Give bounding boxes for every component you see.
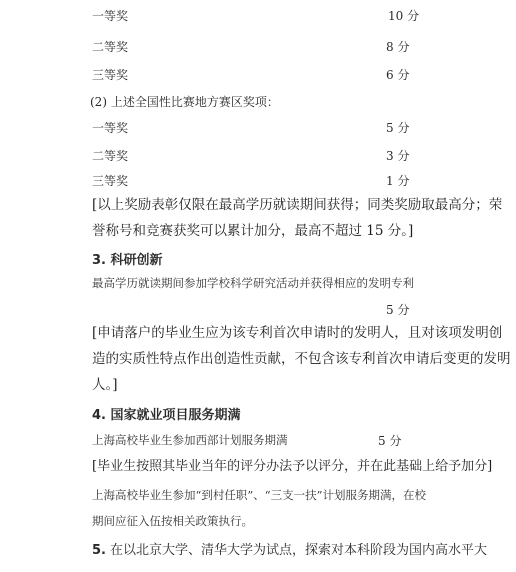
award-rank: 三等奖 bbox=[92, 174, 129, 188]
section-title: 3. 科研创新 bbox=[92, 253, 163, 268]
award-points: 1 分 bbox=[386, 174, 410, 188]
note-line: [毕业生按照其毕业当年的评分办法予以评分，并在此基础上给予加分] bbox=[92, 459, 493, 474]
paragraph-line: 期间应征入伍按相关政策执行。 bbox=[92, 514, 253, 528]
award-rank: 一等奖 bbox=[92, 9, 129, 23]
section-points: 5 分 bbox=[386, 303, 410, 317]
award-points: 5 分 bbox=[386, 121, 410, 135]
section-number: 5. bbox=[92, 543, 106, 558]
note-line: 誉称号和竞赛获奖可以累计加分，最高不超过 15 分。] bbox=[92, 223, 414, 239]
award-points: 6 分 bbox=[386, 68, 410, 82]
note-line: 人。] bbox=[92, 377, 118, 393]
paragraph-line: 上海高校毕业生参加“到村任职”、“三支一扶”计划服务期满，在校 bbox=[92, 488, 427, 502]
section-points: 5 分 bbox=[378, 434, 402, 448]
regional-heading: (2) 上述全国性比赛地方赛区奖项： bbox=[90, 95, 279, 109]
award-rank: 三等奖 bbox=[92, 68, 129, 82]
award-rank: 二等奖 bbox=[92, 149, 129, 163]
section-text: 最高学历就读期间参加学校科学研究活动并获得相应的发明专利 bbox=[92, 276, 414, 290]
note-line: 造的实质性特点作出创造性贡献，不包含该专利首次申请后变更的发明 bbox=[92, 351, 511, 367]
section-title: 4. 国家就业项目服务期满 bbox=[92, 408, 241, 423]
section-text: 上海高校毕业生参加西部计划服务期满 bbox=[92, 433, 288, 447]
section-text: 在以北京大学、清华大学为试点，探索对本科阶段为国内高水平大 bbox=[110, 543, 488, 558]
award-points: 3 分 bbox=[386, 149, 410, 163]
note-line: [申请落户的毕业生应为该专利首次申请时的发明人，且对该项发明创 bbox=[92, 325, 503, 341]
award-points: 10 分 bbox=[388, 9, 420, 23]
award-points: 8 分 bbox=[386, 40, 410, 54]
award-rank: 二等奖 bbox=[92, 40, 129, 54]
note-line: [以上奖励表彰仅限在最高学历就读期间获得；同类奖励取最高分；荣 bbox=[92, 197, 503, 213]
award-rank: 一等奖 bbox=[92, 121, 129, 135]
